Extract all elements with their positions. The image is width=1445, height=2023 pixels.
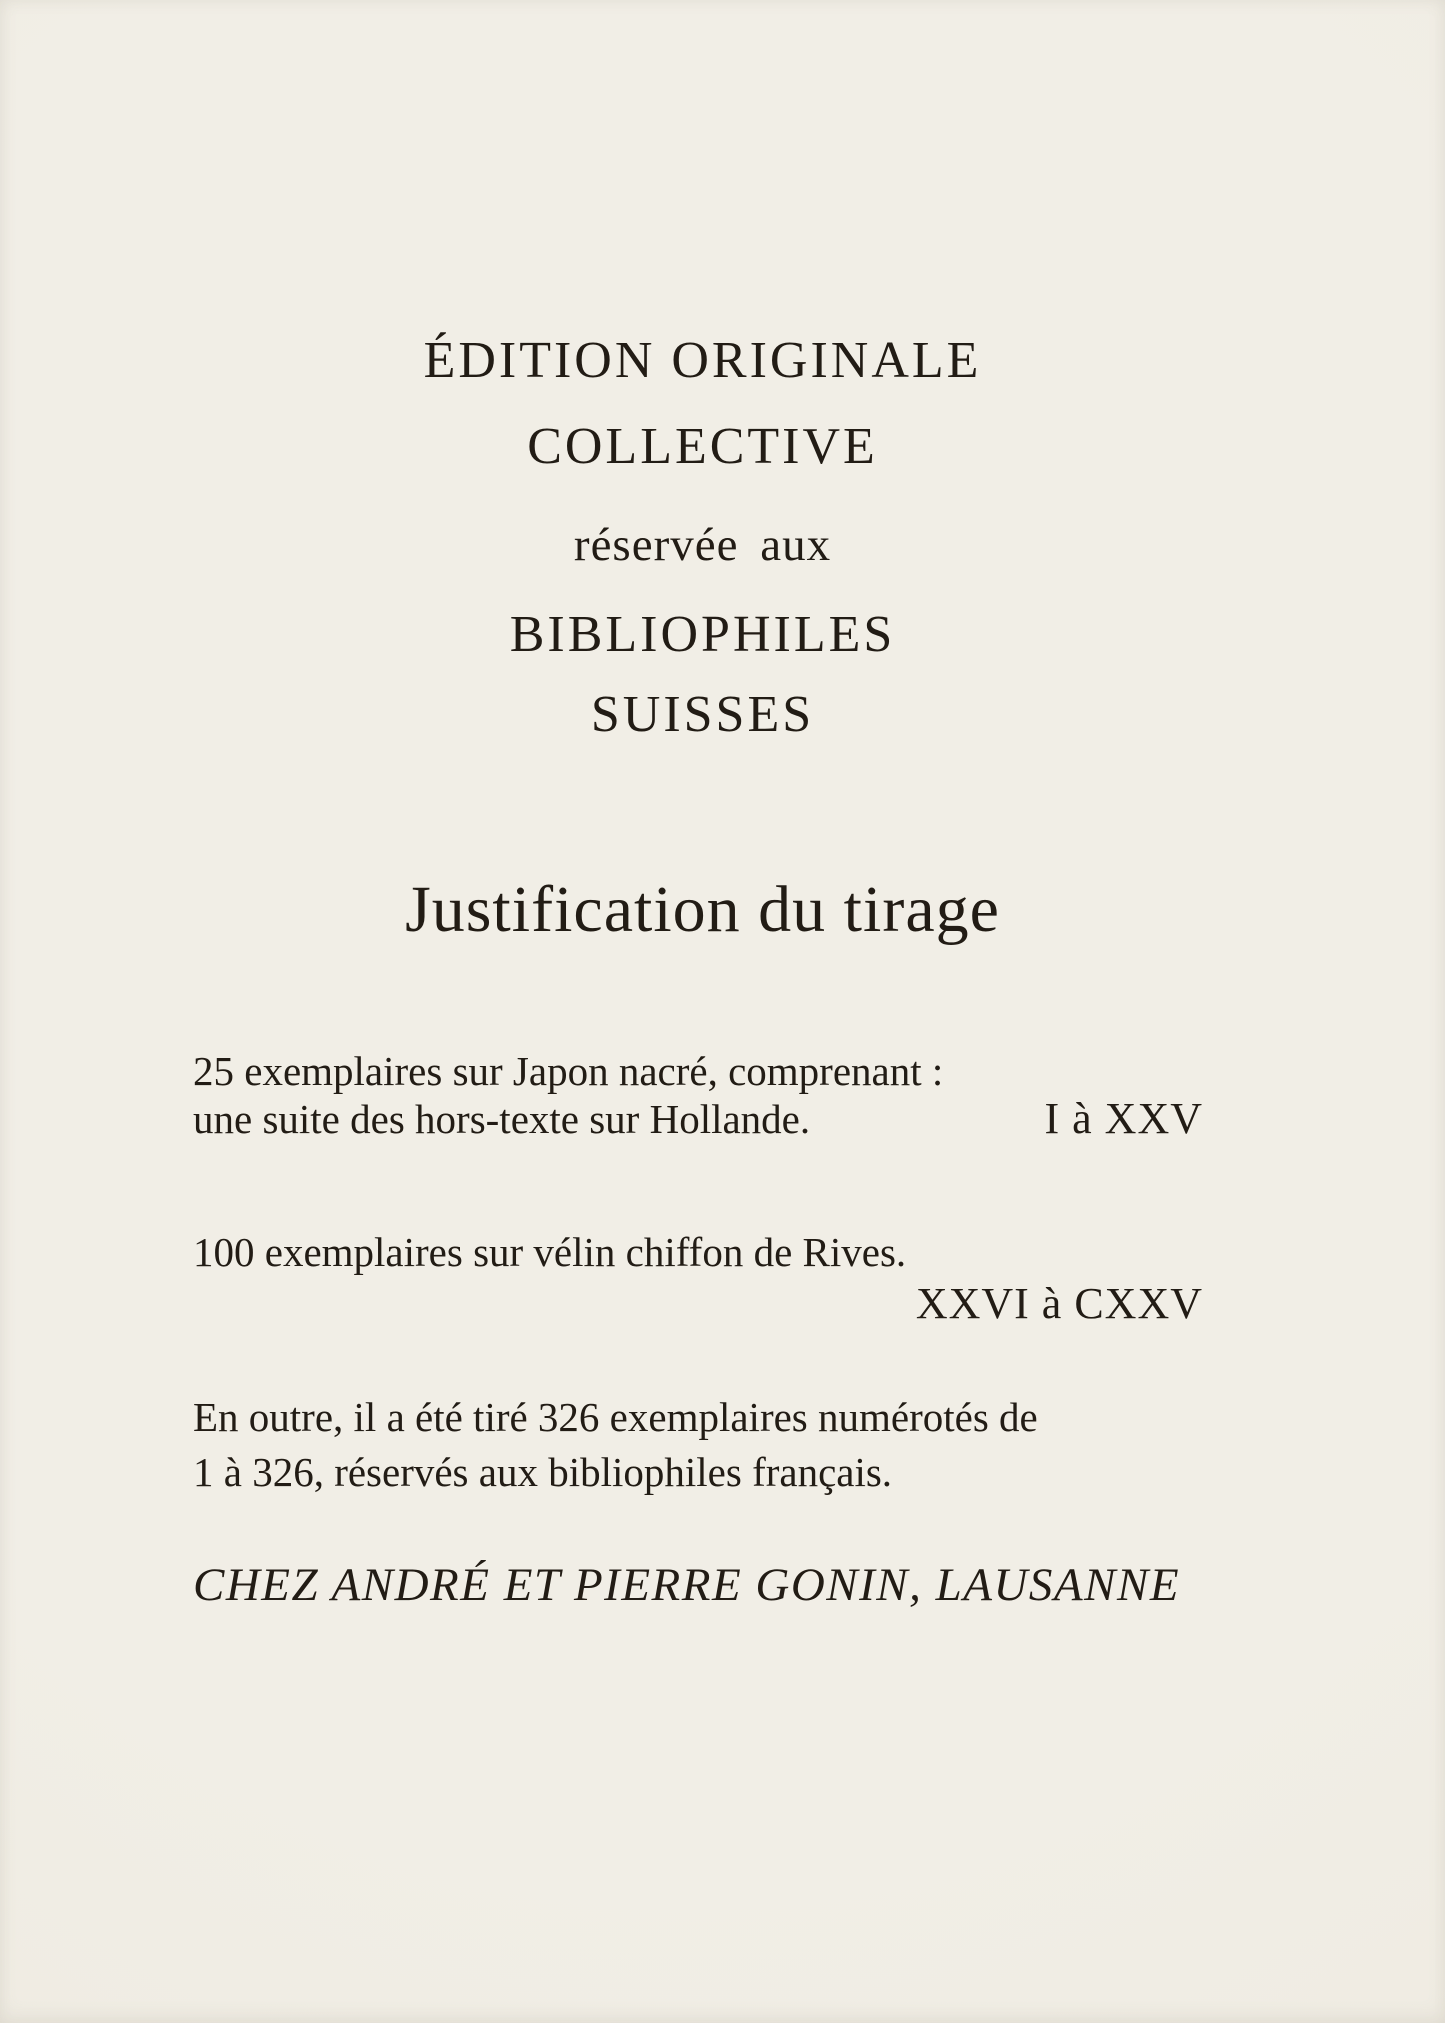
edition-description: 25 exemplaires sur Japon nacré, comprenant : (193, 1048, 944, 1094)
edition-description: En outre, il a été tiré 326 exemplaires numérotés de (193, 1394, 1038, 1440)
edition-numbering: I à XXV (1044, 1094, 1203, 1143)
series-title-line-2: COLLECTIVE (527, 418, 878, 475)
edition-numbering: XXVI à CXXV (915, 1279, 1203, 1328)
edition-description-continued-row (193, 1095, 1203, 1143)
page-title: Justification du tirage (405, 873, 1000, 946)
edition-description-continued: une suite des hors-texte sur Hollande. (193, 1096, 811, 1142)
publisher-imprint: CHEZ ANDRÉ ET PIERRE GONIN, LAUSANNE (193, 1559, 1181, 1611)
edition-description: 100 exemplaires sur vélin chiffon de Rives. (193, 1229, 907, 1275)
edition-entry-velin (193, 1226, 1203, 1330)
series-subtitle: réservée aux (573, 519, 832, 571)
series-title-line-1: ÉDITION ORIGINALE (423, 332, 982, 389)
edition-entry-japon (193, 1048, 1203, 1143)
edition-numbering-row (193, 1278, 1203, 1330)
edition-entry-french (193, 1390, 1203, 1500)
series-audience-line-2: SUISSES (590, 686, 815, 743)
series-audience-line-1: BIBLIOPHILES (509, 606, 896, 663)
edition-description-continued: 1 à 326, réservés aux bibliophiles français. (193, 1449, 893, 1495)
